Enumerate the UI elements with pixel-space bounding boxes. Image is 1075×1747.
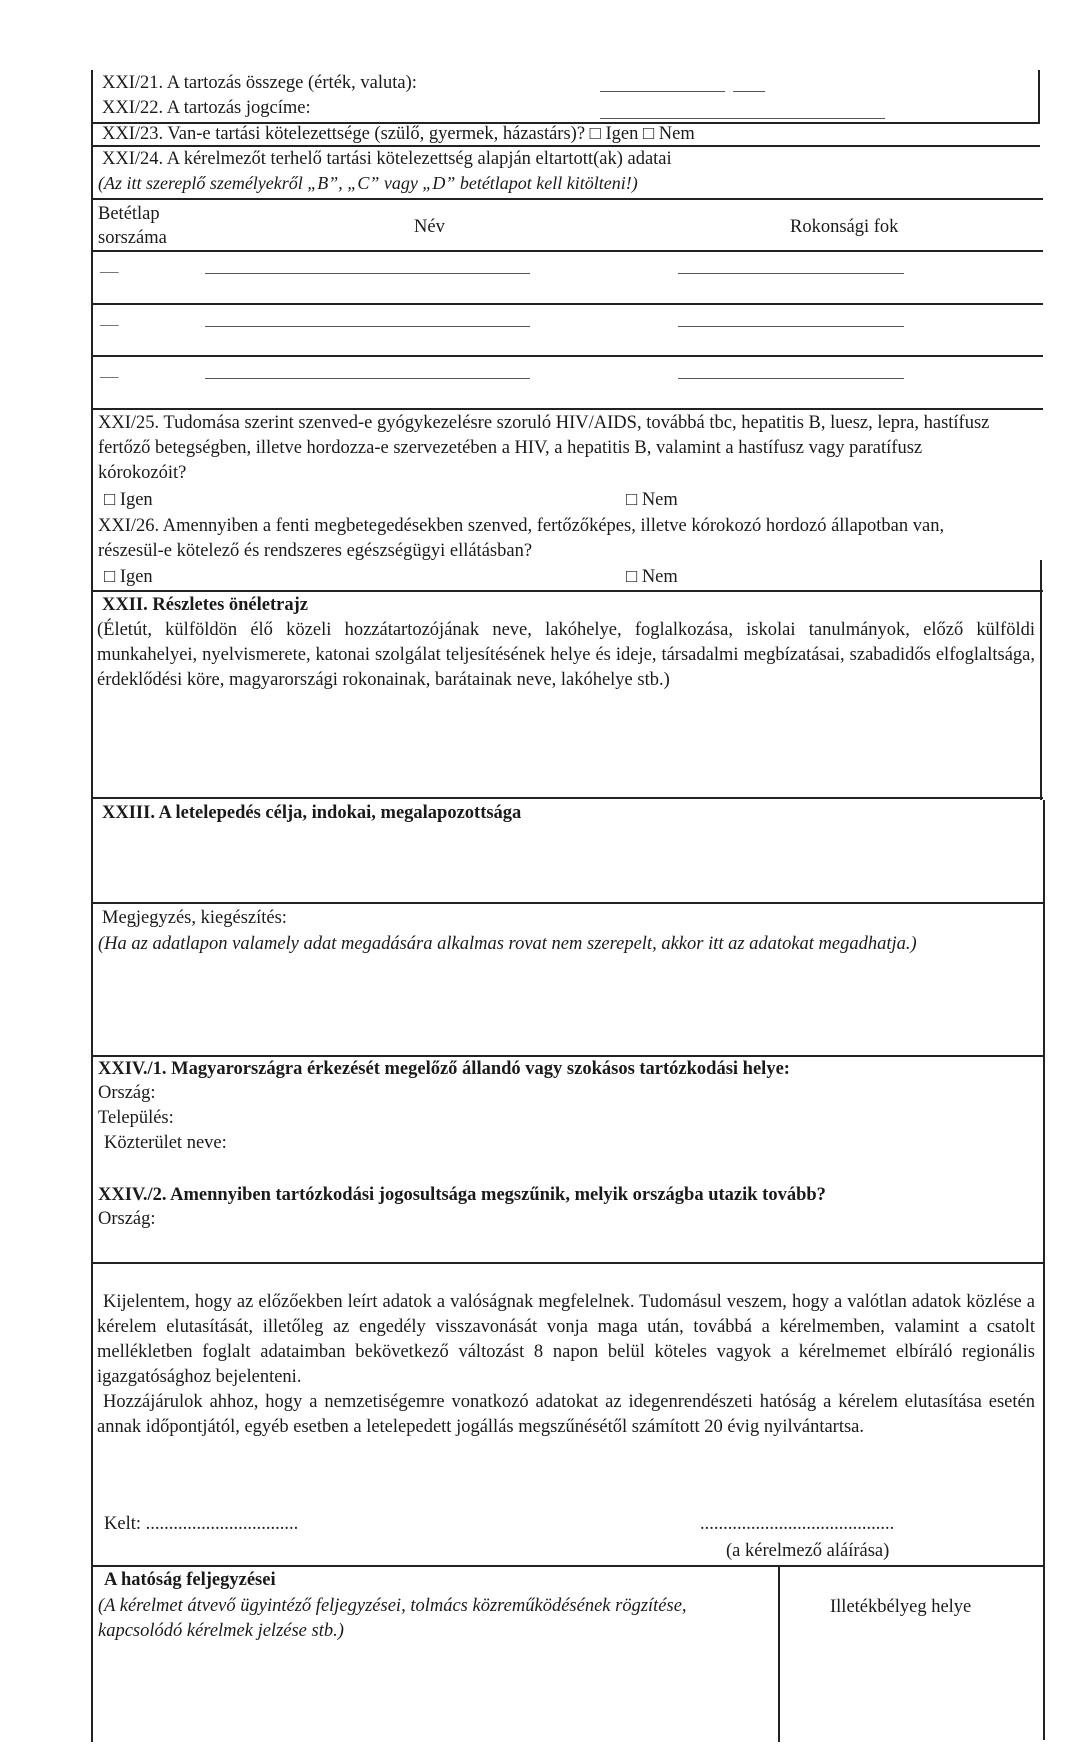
settlement-title: XXIII. A letelepedés célja, indokai, megalapozottsága	[102, 803, 522, 823]
debt-title-label: XXI/22. A tartozás jogcíme:	[102, 98, 311, 118]
no-checkbox[interactable]: □	[642, 124, 655, 144]
health-question-25: XXI/25. Tudomása szerint szenved-e gyógykezelésre szoruló HIV/AIDS, továbbá tbc, hepatitis B, luesz, lepra, hastífusz fertőző betegségben, illetve hordozza-e szervezetében a HIV, a hepatitis B, valamint a hastífusz vagy paratífusz kórokozóit?	[98, 413, 990, 483]
row-name-line[interactable]	[205, 378, 530, 379]
dependents-note: (Az itt szereplő személyekről „B”, „C” vagy „D” betétlapot kell kitölteni!)	[98, 173, 638, 193]
col-name-header: Név	[414, 217, 445, 237]
no-label: Nem	[658, 124, 695, 144]
right-border-lower	[1043, 800, 1045, 1740]
rule	[91, 902, 1043, 904]
declaration-p2: Hozzájárulok ahhoz, hogy a nemzetiségemre vonatkozó adatokat az idegenrendészeti hatóság a kérelem elutasítása esetén annak időpontjától, egyéb esetben a letelepedett jogállás megszűnésétől számított 20 évig nyilvántartsa.	[97, 1392, 1035, 1437]
settlement-answer-area[interactable]	[95, 828, 1035, 898]
street-label: Közterület neve:	[104, 1133, 227, 1153]
rule	[91, 1262, 1043, 1264]
row-relation-line[interactable]	[678, 378, 904, 379]
col-sheet-line1: Betétlap	[98, 204, 160, 224]
remarks-title: Megjegyzés, kiegészítés:	[102, 908, 287, 928]
support-question-text: XXI/23. Van-e tartási kötelezettsége (szülő, gyermek, házastárs)?	[102, 124, 586, 144]
authority-title: A hatóság feljegyzései	[104, 1570, 276, 1590]
rule	[91, 303, 1043, 305]
rule	[91, 198, 1043, 200]
cv-answer-area[interactable]	[95, 720, 1035, 794]
remarks-answer-area[interactable]	[95, 985, 1035, 1051]
cv-text: (Életút, külföldön élő közeli hozzátartozójának neve, lakóhelye, foglalkozása, iskolai tanulmányok, előző külföldi munkahelyei, nyelvismerete, katonai szolgálat teljesítésének helye és ideje, társadalmi megbízatásai, szabadidős elfoglaltsága, érdeklődési köre, magyarországi rokonainak, barátainak neve, lakóhelye stb.)	[97, 620, 1035, 690]
debt-amount-label: XXI/21. A tartozás összege (érték, valuta):	[102, 73, 417, 93]
row-sheet-cell[interactable]: —	[100, 262, 119, 282]
q25-no[interactable]: □ Nem	[626, 490, 678, 510]
row-relation-line[interactable]	[678, 326, 904, 327]
row-sheet-cell[interactable]: —	[100, 367, 119, 387]
rule	[91, 355, 1043, 357]
left-border	[91, 70, 93, 1742]
rule	[91, 145, 1040, 147]
table-row	[100, 314, 119, 336]
town-label: Település:	[98, 1108, 174, 1128]
row-name-line[interactable]	[205, 326, 530, 327]
country-label-2: Ország:	[98, 1209, 156, 1229]
rule	[91, 250, 1043, 252]
q26-yes[interactable]: □ Igen	[104, 567, 153, 587]
q26-no-label: Nem	[641, 567, 678, 587]
cv-title: XXII. Részletes önéletrajz	[102, 595, 308, 615]
q25-yes-label: Igen	[119, 490, 153, 510]
q26-yes-label: Igen	[119, 567, 153, 587]
residence-title-1: XXIV./1. Magyarországra érkezését megelőző állandó vagy szokásos tartózkodási helye:	[98, 1059, 790, 1079]
row-name-line[interactable]	[205, 273, 530, 274]
residence-title-2: XXIV./2. Amennyiben tartózkodási jogosultsága megszűnik, melyik országba utazik tovább?	[98, 1185, 826, 1205]
table-row	[100, 366, 119, 388]
right-border-top	[1038, 70, 1040, 122]
rule	[91, 590, 1043, 592]
row-sheet-cell[interactable]: —	[100, 315, 119, 335]
country-label: Ország:	[98, 1083, 156, 1103]
row-relation-line[interactable]	[678, 273, 904, 274]
signature-label: (a kérelmező aláírása)	[726, 1541, 890, 1561]
col-sheet-line2: sorszáma	[98, 228, 167, 248]
authority-note: (A kérelmet átvevő ügyintéző feljegyzései, tolmács közreműködésének rögzítése, kapcsolódó kérelmek jelzése stb.)	[98, 1596, 687, 1641]
rule	[91, 1055, 1043, 1057]
dependents-label: XXI/24. A kérelmezőt terhelő tartási kötelezettség alapján eltartott(ak) adatai	[102, 149, 672, 169]
col-relation-header: Rokonsági fok	[790, 217, 899, 237]
debt-title-line	[600, 118, 885, 119]
support-question	[102, 123, 695, 145]
q25-no-label: Nem	[641, 490, 678, 510]
yes-label: Igen	[605, 124, 639, 144]
stamp-place-label: Illetékbélyeg helye	[830, 1597, 972, 1617]
rule	[91, 1565, 1043, 1567]
debt-amount-line2	[733, 91, 765, 92]
signature-line[interactable]: ..........................................	[700, 1514, 895, 1534]
col-sheet-header	[98, 202, 167, 250]
rule	[91, 797, 1043, 799]
rule	[91, 408, 1043, 410]
right-border-mid	[1040, 560, 1042, 800]
remarks-note: (Ha az adatlapon valamely adat megadására alkalmas rovat nem szerepelt, akkor itt az adatokat megadhatja.)	[98, 934, 917, 954]
health-question-26: XXI/26. Amennyiben a fenti megbetegedésekben szenved, fertőzőképes, illetve kórokozó hordozó állapotban van, részesül-e kötelező és rendszeres egészségügyi ellátásban?	[98, 516, 945, 561]
q26-no[interactable]: □ Nem	[626, 567, 678, 587]
q25-yes[interactable]: □ Igen	[104, 490, 153, 510]
stamp-divider	[778, 1565, 780, 1742]
yes-checkbox[interactable]: □	[589, 124, 601, 144]
table-row	[100, 261, 119, 283]
declaration-p1: Kijelentem, hogy az előzőekben leírt adatok a valóságnak megfelelnek. Tudomásul veszem, hogy a valótlan adatok közlése a kérelem elutasítását, illetőleg az engedély visszavonását vonja maga után, továbbá a kérelmemben, valamint a csatolt mellékletben foglalt adataimban bekövetkező változást 8 napon belül köteles vagyok a kérelmemet elbíráló regionális igazgatósághoz bejelenteni.	[97, 1292, 1035, 1387]
debt-amount-line	[600, 91, 725, 92]
date-field[interactable]: Kelt: .................................	[104, 1514, 299, 1534]
